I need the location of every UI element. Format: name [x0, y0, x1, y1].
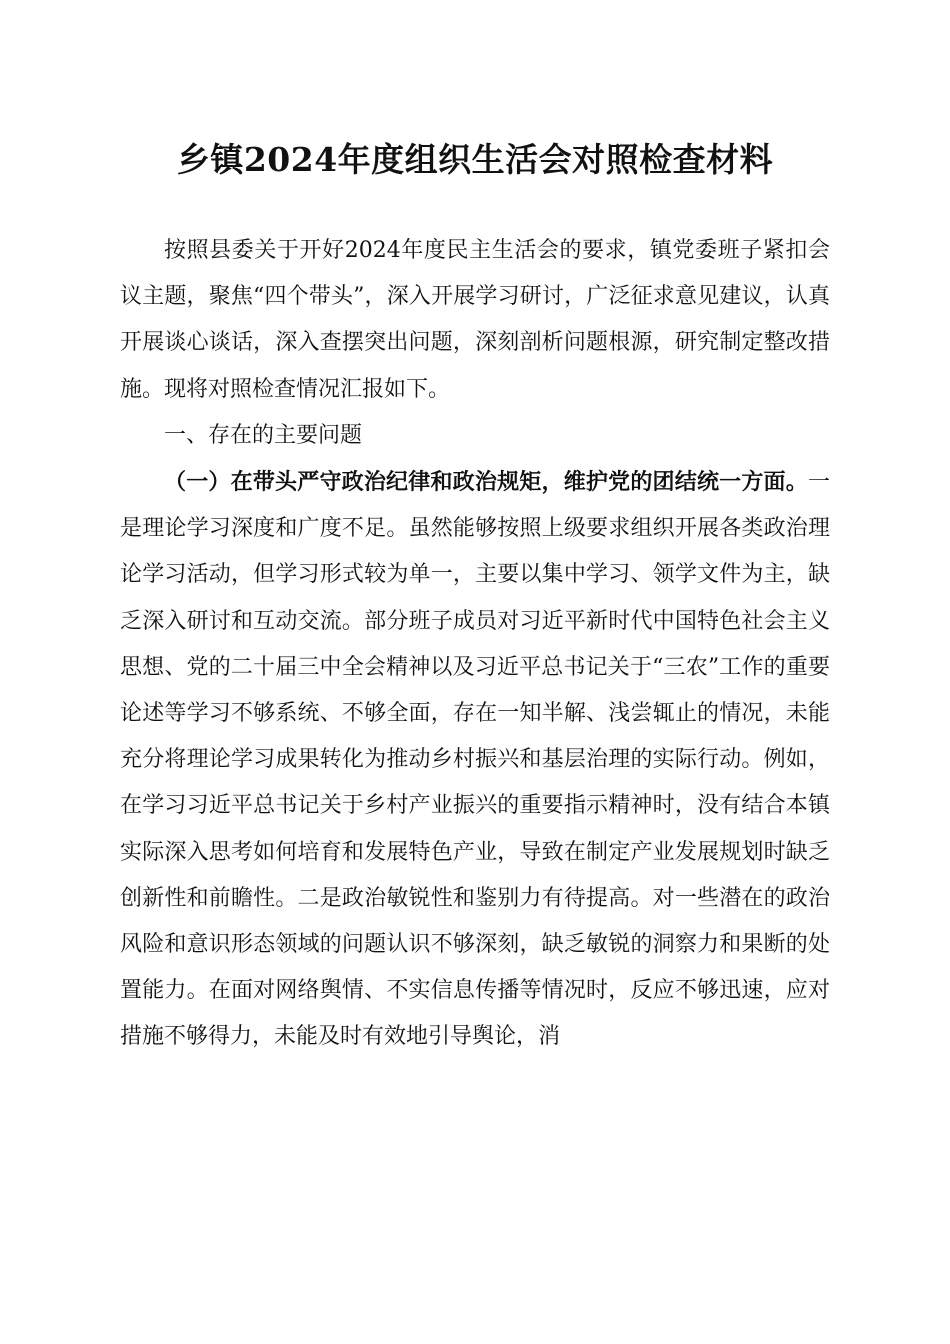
intro-paragraph: 按照县委关于开好2024年度民主生活会的要求，镇党委班子紧扣会议主题，聚焦“四个带头”，深入开展学习研讨，广泛征求意见建议，认真开展谈心谈话，深入查摆突出问题，深刻剖析问题根源，研究制定整改措施。现将对照检查情况汇报如下。 — [120, 238, 830, 402]
document-body — [120, 228, 830, 1061]
subsection-paragraph — [120, 459, 830, 1061]
document-title: 乡镇2024年度组织生活会对照检查材料 — [176, 140, 774, 179]
section-heading: 一、存在的主要问题 — [164, 422, 363, 448]
subsection-text: 一是理论学习深度和广度不足。虽然能够按照上级要求组织开展各类政治理论学习活动，但学习形式较为单一，主要以集中学习、领学文件为主，缺乏深入研讨和互动交流。部分班子成员对习近平新时代中国特色社会主义思想、党的二十届三中全会精神以及习近平总书记关于“三农”工作的重要论述等学习不够系统、不够全面，存在一知半解、浅尝辄止的情况，未能充分将理论学习成果转化为推动乡村振兴和基层治理的实际行动。例如，在学习习近平总书记关于乡村产业振兴的重要指示精神时，没有结合本镇实际深入思考如何培育和发展特色产业，导致在制定产业发展规划时缺乏创新性和前瞻性。二是政治敏锐性和鉴别力有待提高。对一些潜在的政治风险和意识形态领域的问题认识不够深刻，缺乏敏锐的洞察力和果断的处置能力。在面对网络舆情、不实信息传播等情况时，反应不够迅速，应对措施不够得力，未能及时有效地引导舆论，消 — [120, 470, 830, 1050]
subsection-heading: （一）在带头严守政治纪律和政治规矩，维护党的团结统一方面。 — [164, 469, 808, 496]
